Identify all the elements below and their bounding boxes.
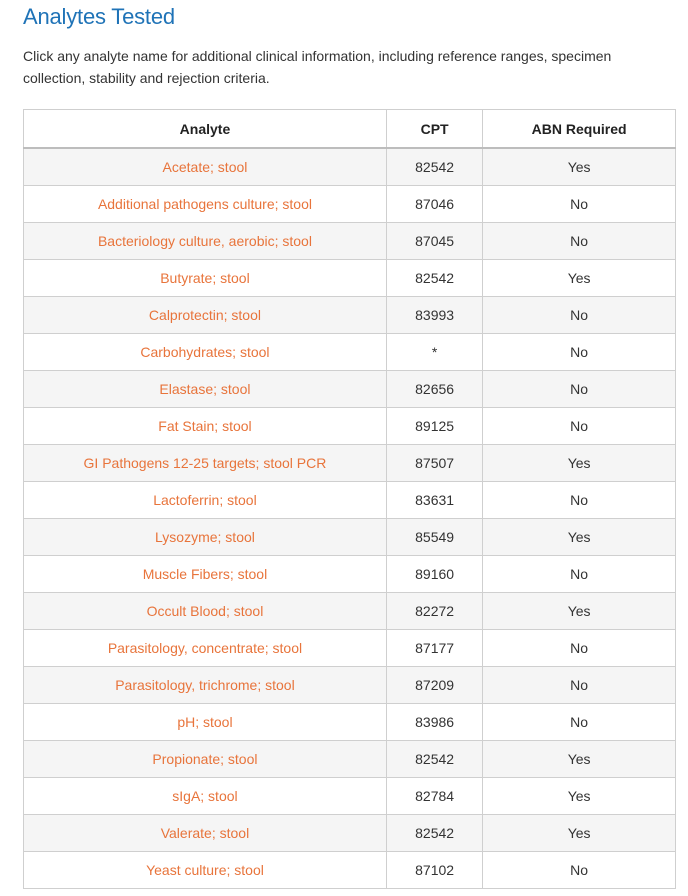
header-cpt: CPT [386,110,482,149]
analyte-cell [24,630,387,667]
table-row [24,852,676,889]
analyte-link[interactable]: Valerate; stool [160,825,250,841]
abn-required-cell: Yes [483,519,676,556]
analyte-cell [24,297,387,334]
cpt-cell: 85549 [386,519,482,556]
abn-required-cell: No [483,408,676,445]
analyte-link[interactable]: Lactoferrin; stool [153,492,257,508]
analyte-link[interactable]: Lysozyme; stool [155,529,255,545]
intro-text: Click any analyte name for additional clinical information, including reference ranges, specimen collection, stability and rejection criteria. [23,48,612,86]
abn-required-cell: No [483,297,676,334]
analyte-link[interactable]: Acetate; stool [162,159,248,175]
analyte-link[interactable]: Occult Blood; stool [146,603,264,619]
analyte-cell [24,741,387,778]
analyte-link[interactable]: Bacteriology culture, aerobic; stool [97,233,312,249]
abn-required-cell: Yes [483,593,676,630]
analyte-link[interactable]: Propionate; stool [152,751,258,767]
page-title: Analytes Tested [23,4,175,29]
analyte-link[interactable]: Yeast culture; stool [146,862,264,878]
cpt-cell: 83631 [386,482,482,519]
cpt-cell: 89160 [386,556,482,593]
abn-required-cell: No [483,223,676,260]
abn-required-cell: No [483,630,676,667]
analytes-table [23,109,676,889]
analyte-link[interactable]: pH; stool [177,714,233,730]
cpt-cell: 87209 [386,667,482,704]
cpt-cell: 82542 [386,148,482,186]
cpt-cell: 82272 [386,593,482,630]
abn-required-cell: Yes [483,148,676,186]
analyte-cell [24,482,387,519]
table-header-row [24,110,676,149]
cpt-cell: 87507 [386,445,482,482]
abn-required-cell: Yes [483,741,676,778]
analyte-cell [24,371,387,408]
cpt-cell: 82542 [386,260,482,297]
analyte-cell [24,593,387,630]
abn-required-cell: No [483,704,676,741]
table-row [24,667,676,704]
table-row [24,408,676,445]
analyte-link[interactable]: Fat Stain; stool [158,418,252,434]
table-row [24,186,676,223]
abn-required-cell: No [483,334,676,371]
analyte-cell [24,445,387,482]
analyte-link[interactable]: Parasitology, trichrome; stool [115,677,295,693]
abn-required-cell: No [483,371,676,408]
cpt-cell: 89125 [386,408,482,445]
table-row [24,704,676,741]
analyte-link[interactable]: Butyrate; stool [160,270,250,286]
analyte-cell [24,556,387,593]
cpt-cell: 82784 [386,778,482,815]
analyte-link[interactable]: sIgA; stool [172,788,238,804]
table-row [24,519,676,556]
table-row [24,260,676,297]
cpt-cell: * [386,334,482,371]
analyte-link[interactable]: Additional pathogens culture; stool [97,196,312,212]
analyte-cell [24,667,387,704]
table-row [24,482,676,519]
analyte-cell [24,815,387,852]
analyte-link[interactable]: Parasitology, concentrate; stool [107,640,303,656]
cpt-cell: 87045 [386,223,482,260]
cpt-cell: 87046 [386,186,482,223]
analyte-link[interactable]: GI Pathogens 12-25 targets; stool PCR [83,455,327,471]
table-row [24,556,676,593]
table-row [24,593,676,630]
table-row [24,630,676,667]
abn-required-cell: Yes [483,815,676,852]
analyte-link[interactable]: Muscle Fibers; stool [142,566,268,582]
analyte-link[interactable]: Calprotectin; stool [148,307,261,323]
table-row [24,223,676,260]
table-body [24,148,676,889]
table-row [24,297,676,334]
abn-required-cell: Yes [483,445,676,482]
table-row [24,371,676,408]
abn-required-cell: No [483,482,676,519]
abn-required-cell: No [483,556,676,593]
header-analyte: Analyte [24,110,387,149]
abn-required-cell: No [483,667,676,704]
cpt-cell: 87102 [386,852,482,889]
analyte-cell [24,334,387,371]
cpt-cell: 82656 [386,371,482,408]
table-row [24,815,676,852]
analyte-cell [24,148,387,186]
analyte-cell [24,260,387,297]
table-row [24,741,676,778]
cpt-cell: 83993 [386,297,482,334]
table-row [24,445,676,482]
abn-required-cell: Yes [483,260,676,297]
analyte-link[interactable]: Carbohydrates; stool [140,344,270,360]
analyte-cell [24,408,387,445]
analyte-cell [24,852,387,889]
header-abn-required: ABN Required [483,110,676,149]
cpt-cell: 82542 [386,741,482,778]
cpt-cell: 83986 [386,704,482,741]
table-row [24,334,676,371]
abn-required-cell: No [483,186,676,223]
analyte-cell [24,223,387,260]
analyte-cell [24,186,387,223]
abn-required-cell: No [483,852,676,889]
cpt-cell: 82542 [386,815,482,852]
cpt-cell: 87177 [386,630,482,667]
analyte-cell [24,519,387,556]
abn-required-cell: Yes [483,778,676,815]
analyte-cell [24,778,387,815]
analyte-cell [24,704,387,741]
table-row [24,778,676,815]
analyte-link[interactable]: Elastase; stool [159,381,251,397]
table-row [24,148,676,186]
